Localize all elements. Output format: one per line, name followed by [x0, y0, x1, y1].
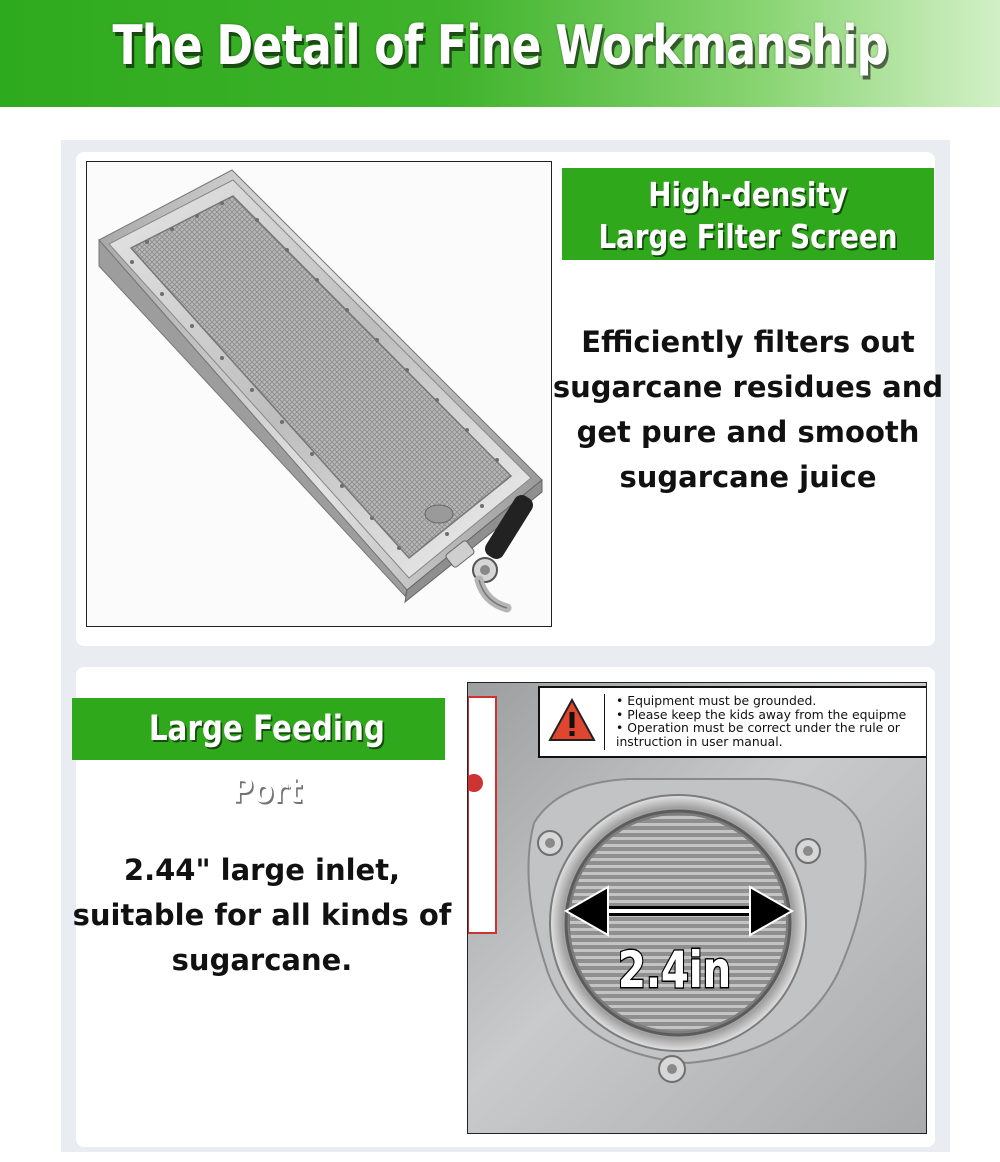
- feeding-port-tag-text: Large Feeding Port: [148, 709, 385, 811]
- filter-tag-line1: High-density: [648, 175, 848, 214]
- title-banner: [0, 0, 1000, 107]
- port-desc-line: 2.44" large inlet,: [123, 853, 401, 887]
- feeding-port-description: [62, 848, 462, 983]
- warning-line: • Please keep the kids away from the equipme: [616, 706, 907, 722]
- safety-warning-label: [538, 686, 927, 758]
- warning-text: [616, 694, 927, 748]
- filter-screen-tag: [562, 168, 934, 260]
- warning-triangle-icon: [548, 698, 596, 742]
- warning-line: instruction in user manual.: [616, 733, 783, 748]
- dimension-label: [618, 941, 731, 999]
- warning-line: • Operation must be correct under the rule or: [616, 720, 900, 735]
- filter-tray-illustration: [87, 162, 552, 627]
- banner-title: The Detail of Fine Workmanship: [112, 14, 888, 77]
- filter-description: [550, 320, 946, 500]
- filter-tag-line2: Large Filter Screen: [598, 217, 898, 256]
- warning-line: • Equipment must be grounded.: [616, 694, 817, 708]
- feeding-port-photo: [467, 682, 927, 1134]
- dimension-label-text: 2.4in: [618, 941, 732, 999]
- filter-desc-line: Efficiently filters out: [581, 325, 915, 359]
- filter-desc-line: get pure and smooth: [576, 415, 920, 449]
- filter-tray-photo: [86, 161, 552, 627]
- filter-desc-line: sugarcane juice: [619, 460, 877, 494]
- port-desc-line: sugarcane.: [171, 943, 353, 977]
- port-desc-line: suitable for all kinds of: [72, 898, 452, 932]
- feeding-port-tag: [72, 698, 445, 811]
- filter-desc-line: sugarcane residues and: [552, 370, 944, 404]
